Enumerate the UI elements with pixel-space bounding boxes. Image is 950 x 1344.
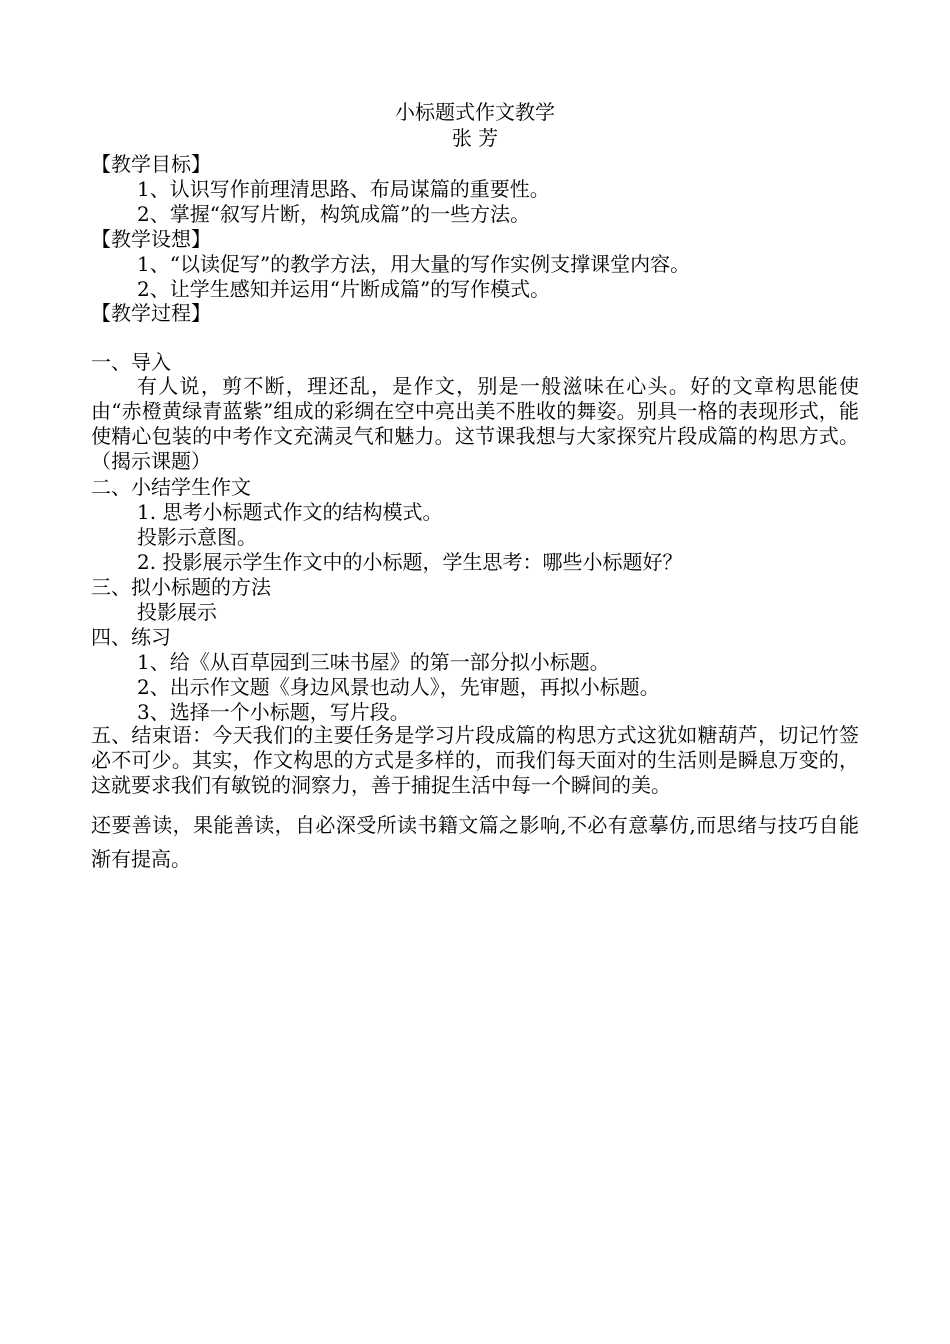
design-item: 1、“以读促写”的教学方法，用大量的写作实例支撑课堂内容。 <box>137 252 691 276</box>
practice-item: 3、选择一个小标题，写片段。 <box>137 700 410 724</box>
summary-item: 2. 投影展示学生作文中的小标题，学生思考：哪些小标题好？ <box>137 550 683 574</box>
practice-item: 1、给《从百草园到三味书屋》的第一部分拟小标题。 <box>137 650 610 674</box>
section-heading-summary: 二、小结学生作文 <box>91 475 251 499</box>
document-author: 张 芳 <box>451 126 499 150</box>
methods-item: 投影展示 <box>137 600 217 624</box>
goal-item: 2、掌握“叙写片断，构筑成篇”的一些方法。 <box>137 202 531 226</box>
section-heading-methods: 三、拟小标题的方法 <box>91 575 271 599</box>
document-title: 小标题式作文教学 <box>395 100 555 124</box>
process-heading: 【教学过程】 <box>91 301 211 325</box>
design-item: 2、让学生感知并运用“片断成篇”的写作模式。 <box>137 277 551 301</box>
practice-item: 2、出示作文题《身边风景也动人》，先审题，再拟小标题。 <box>137 675 660 699</box>
section-heading-intro: 一、导入 <box>91 350 171 374</box>
summary-item: 投影示意图。 <box>137 525 257 549</box>
goal-item: 1、认识写作前理清思路、布局谋篇的重要性。 <box>137 177 550 201</box>
section-heading-practice: 四、练习 <box>91 625 171 649</box>
goals-heading: 【教学目标】 <box>91 152 211 176</box>
conclusion-paragraph: 五、结束语：今天我们的主要任务是学习片段成篇的构思方式这犹如糖葫芦，切记竹签必不可少。其实，作文构思的方式是多样的，而我们每天面对的生活则是瞬息万变的，这就要求我们有敏锐的洞察力，善于捕捉生活中每一个瞬间的美。 <box>91 723 859 797</box>
intro-paragraph: 有人说，剪不断，理还乱，是作文，别是一般滋味在心头。好的文章构思能使由“赤橙黄绿青蓝紫”组成的彩绸在空中亮出美不胜收的舞姿。别具一格的表现形式，能使精心包装的中考作文充满灵气和魅力。这节课我想与大家探究片段成篇的构思方式。（揭示课题） <box>91 374 859 473</box>
design-heading: 【教学设想】 <box>91 227 211 251</box>
closing-paragraph: 还要善读，果能善读，自必深受所读书籍文篇之影响,不必有意摹仿,而思绪与技巧自能渐有提高。 <box>91 813 859 871</box>
summary-item: 1. 思考小标题式作文的结构模式。 <box>137 500 443 524</box>
